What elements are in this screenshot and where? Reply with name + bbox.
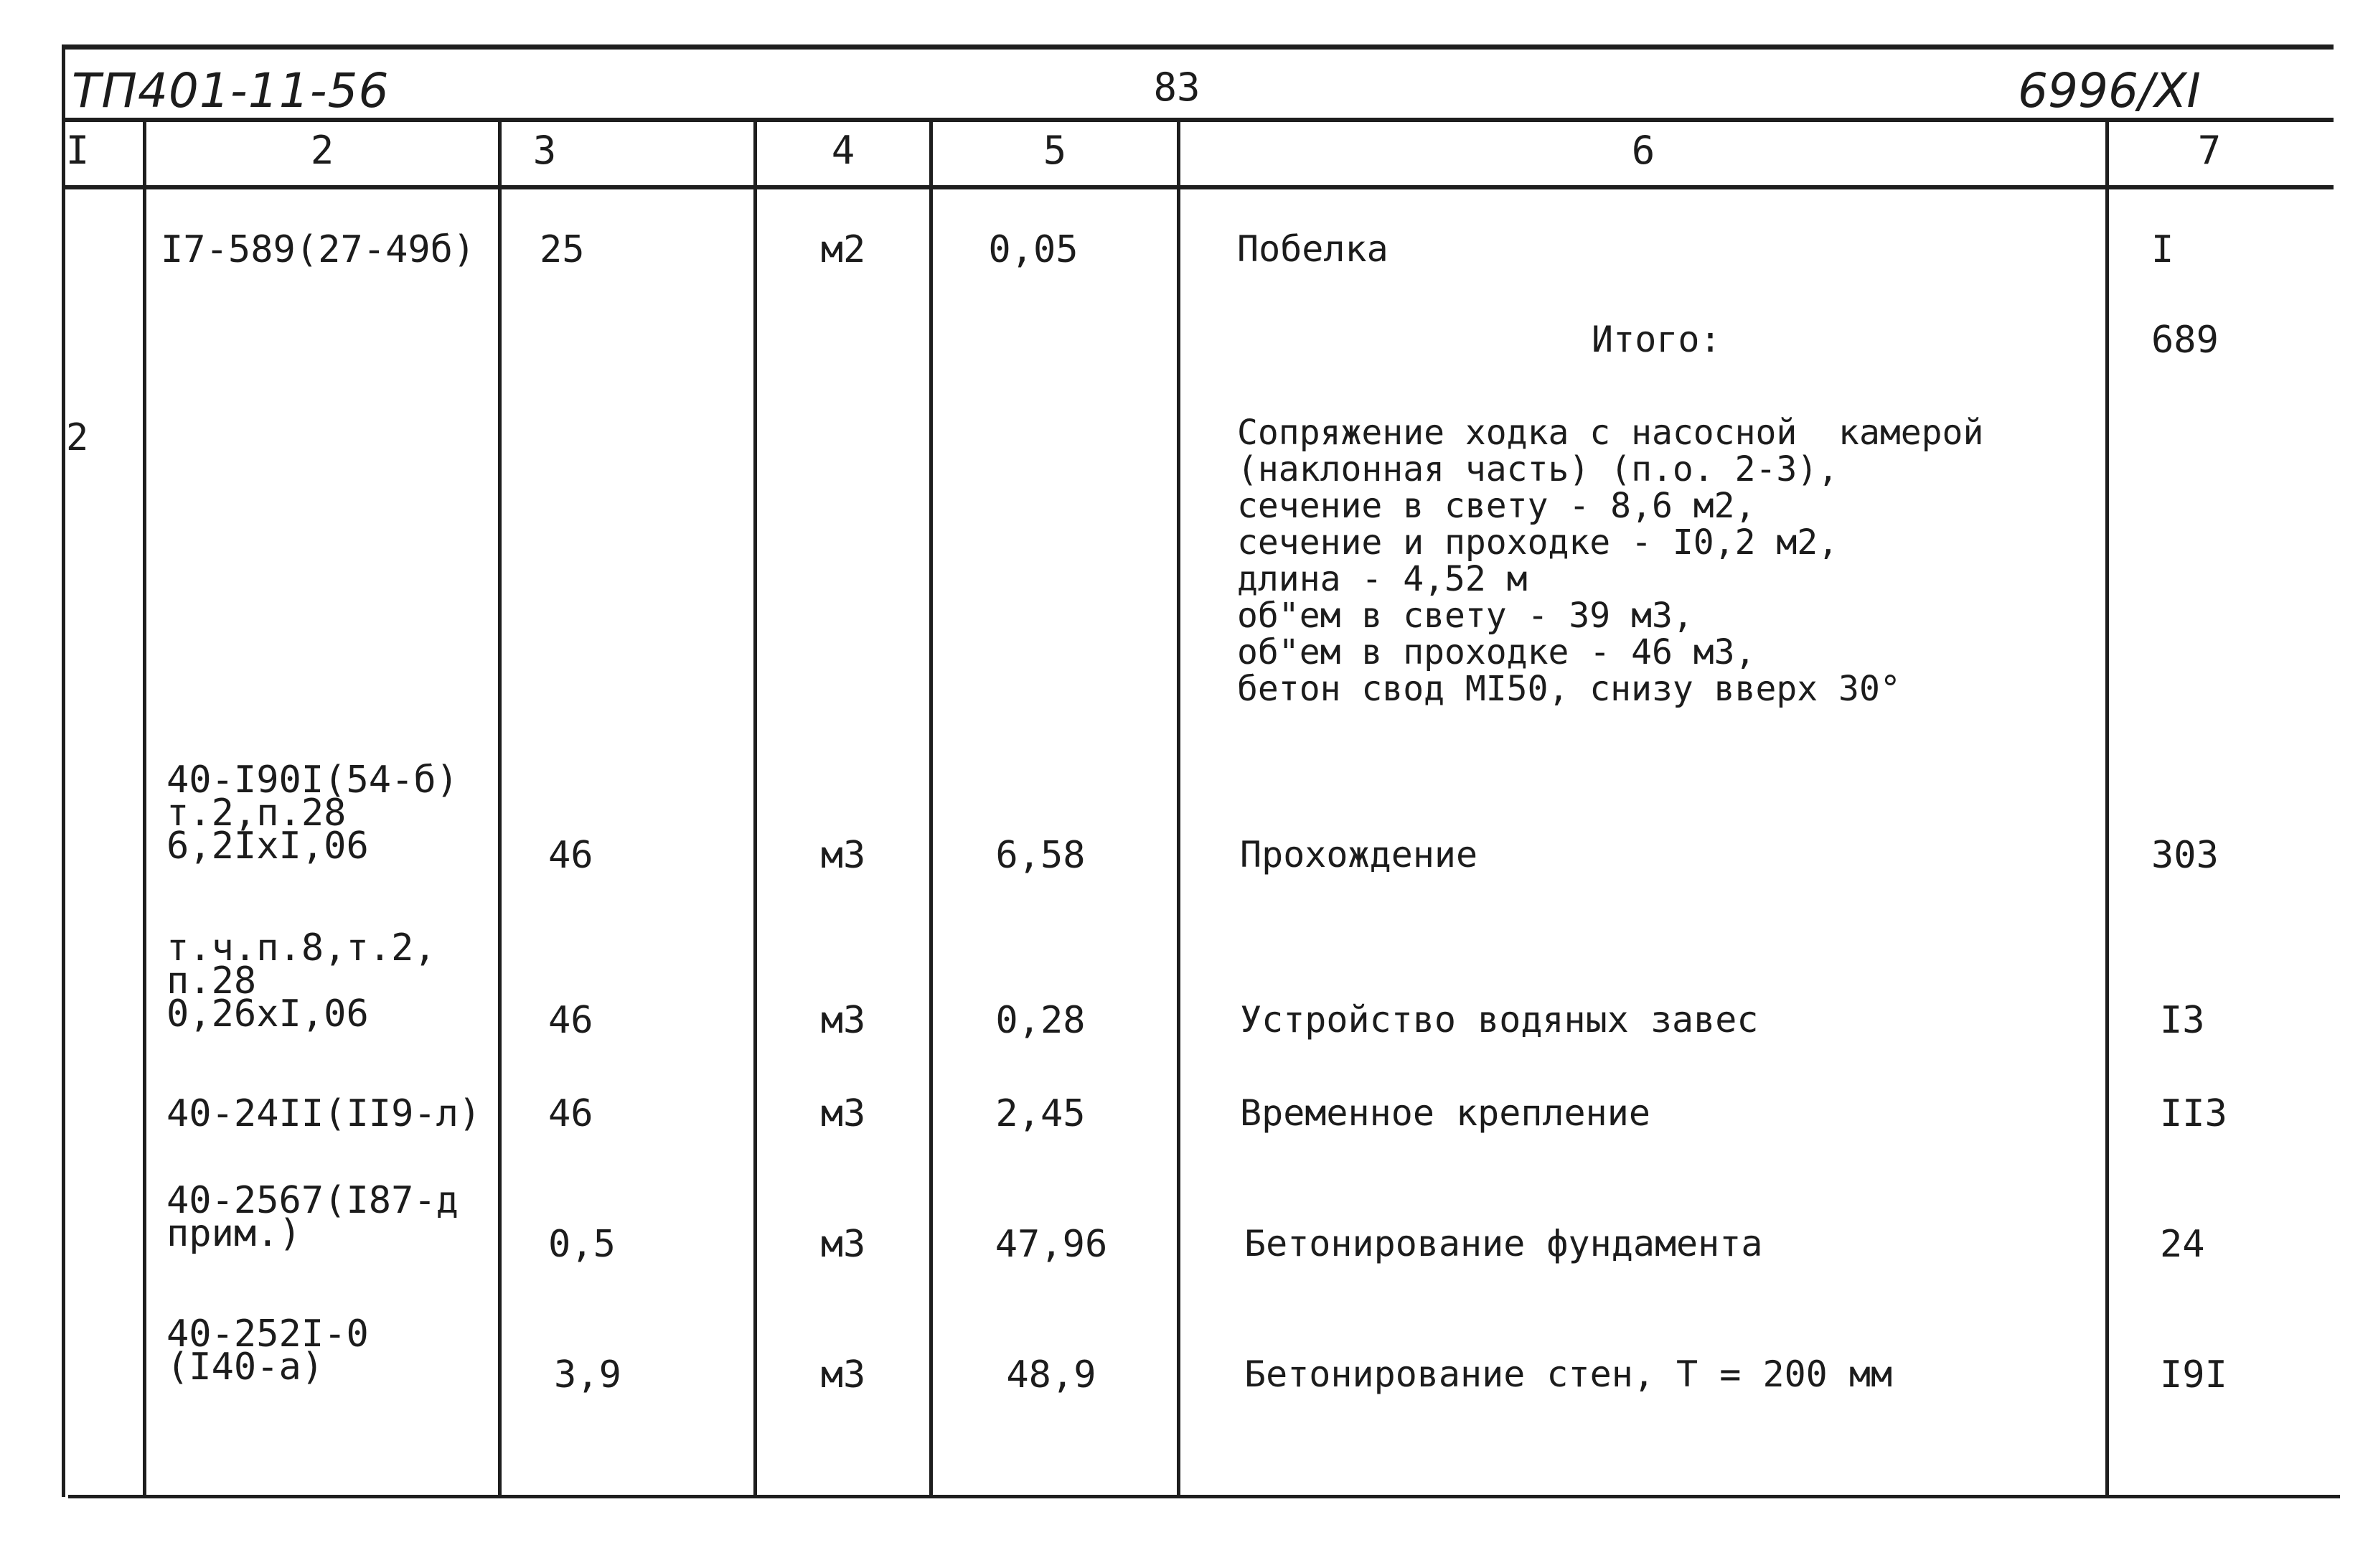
row1-code: I7-589(27-49б) [161,228,476,271]
column-header-7: 7 [2197,128,2222,173]
row5-qty: 46 [548,999,593,1042]
archive-number: 6996/XI [2018,63,2201,118]
page-number: 83 [1153,65,1200,110]
row7-total: 24 [2160,1223,2205,1266]
bottom-border [68,1495,2340,1498]
row5-description: Устройство водяных завес [1240,999,1759,1041]
row1-qty: 25 [540,228,585,271]
column-header-3: 3 [532,128,557,173]
row8-unit: м3 [820,1353,866,1396]
row6-unit: м3 [820,1092,866,1135]
row6-total: II3 [2160,1092,2227,1135]
subtotal-label: Итого: [1592,319,1721,360]
row8-description: Бетонирование стен, Т = 200 мм [1244,1353,1893,1395]
row5-code: т.ч.п.8,т.2, п.28 0,26xI,06 [166,926,436,1036]
row1-rate: 0,05 [988,228,1079,271]
section-number: 2 [66,416,89,459]
column-header-5: 5 [1043,128,1067,173]
row7-rate: 47,96 [995,1223,1108,1266]
row4-unit: м3 [820,834,866,877]
column-header-2: 2 [310,128,334,173]
col-divider-6 [2105,121,2109,1497]
col-divider-2 [498,121,502,1497]
row5-total: I3 [2160,999,2205,1042]
row6-description: Временное крепление [1240,1092,1650,1134]
row7-qty: 0,5 [548,1223,616,1266]
row1-unit: м2 [820,228,866,271]
row4-code: 40-I90I(54-б) т.2,п.28 6,2IxI,06 [166,759,459,868]
row5-rate: 0,28 [995,999,1086,1042]
doc-code: ТП401-11-56 [72,63,390,118]
row7-unit: м3 [820,1223,866,1266]
row8-code: 40-252I-0 (I40-а) [166,1313,369,1389]
section-description: Сопряжение ходка с насосной камерой (наклонная часть) (п.о. 2-3), сечение в свету - 8,6 м2, сечение и проходке - I0,2 м2, длина - 4,52 м об"ем в свету - 39 м3, об"ем в проходке - 46 м3, бетон свод МI50, снизу вверх 30° [1237,413,1984,709]
column-header-1: I [65,128,90,173]
row4-qty: 46 [548,834,593,877]
column-header-rule [62,185,2334,189]
col-divider-1 [143,121,146,1497]
top-border [62,44,2334,50]
row6-code: 40-24II(II9-л) [166,1092,481,1135]
row4-description: Прохождение [1240,834,1478,875]
header-rule [62,118,2334,122]
row8-total: I9I [2160,1353,2227,1396]
row7-description: Бетонирование фундамента [1244,1223,1763,1264]
row8-rate: 48,9 [1006,1353,1096,1396]
row8-qty: 3,9 [554,1353,621,1396]
row4-rate: 6,58 [995,834,1086,877]
row1-total: I [2151,228,2174,271]
col-divider-3 [753,121,757,1497]
column-header-4: 4 [831,128,855,173]
subtotal-value: 689 [2151,319,2219,362]
col-divider-4 [929,121,933,1497]
row5-unit: м3 [820,999,866,1042]
col-divider-5 [1177,121,1180,1497]
column-header-6: 6 [1631,128,1655,173]
left-border [62,47,65,1497]
row6-rate: 2,45 [995,1092,1086,1135]
row4-total: 303 [2151,834,2219,877]
row1-description: Побелка [1237,228,1388,270]
row7-code: 40-2567(I87-д прим.) [166,1179,459,1255]
row6-qty: 46 [548,1092,593,1135]
